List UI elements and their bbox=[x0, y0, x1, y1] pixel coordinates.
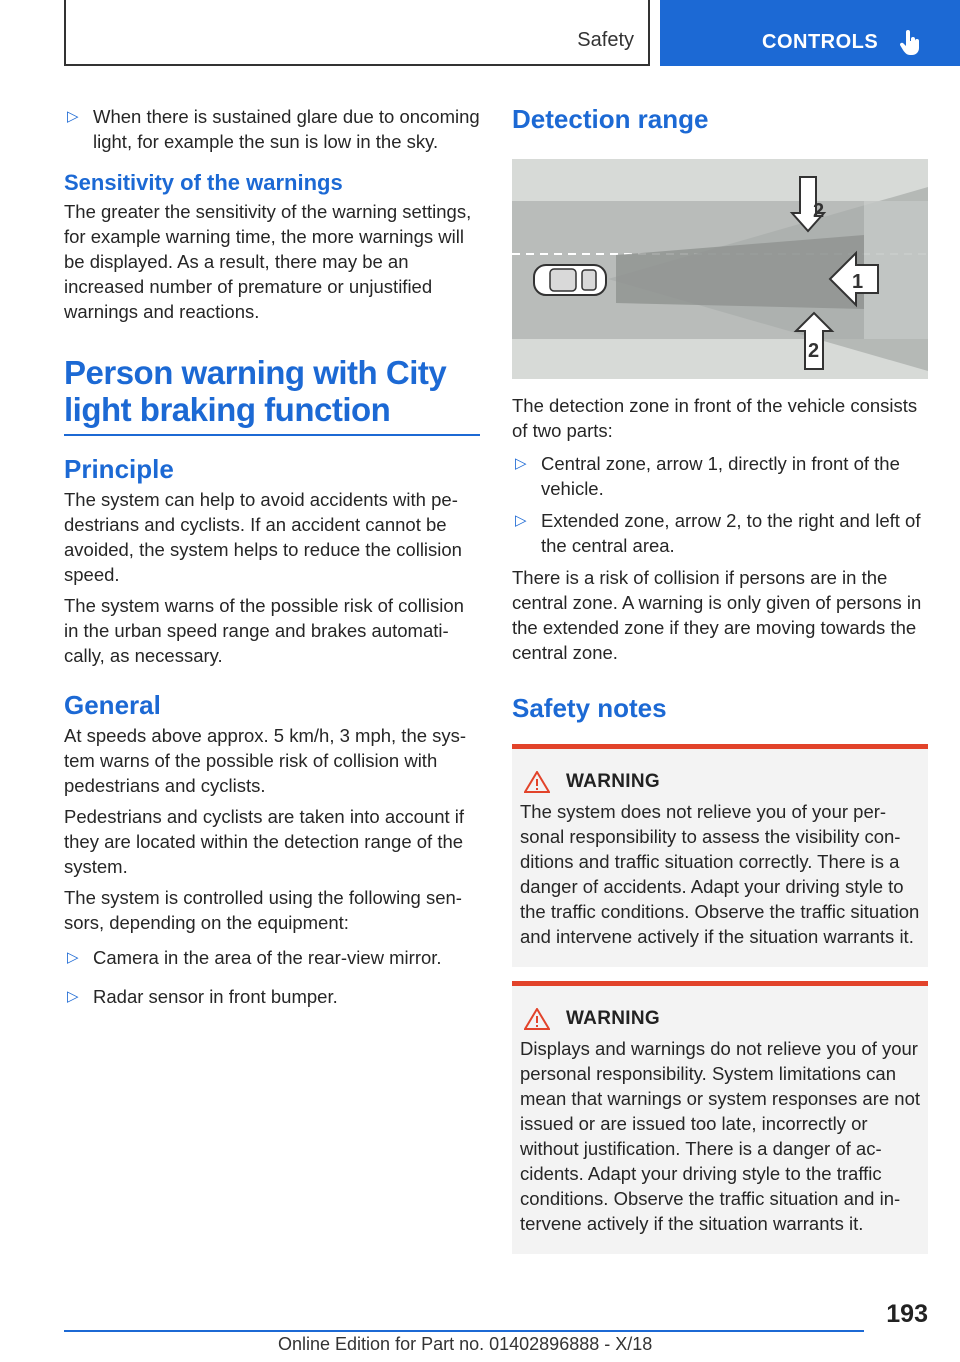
header-section-tab bbox=[64, 0, 650, 66]
sensitivity-paragraph: The greater the sensitivity of the warning settings, for example warning time, the more warnings will be displayed. As a result, there may be an increased number of premature or unjustified warnings and reactions. bbox=[64, 201, 472, 322]
list-item: ▷ Radar sensor in front bumper. bbox=[67, 986, 338, 1007]
hand-pointer-icon bbox=[900, 30, 922, 56]
header-section-label: Safety bbox=[577, 29, 634, 51]
footer-edition: Online Edition for Part no. 01402896888 - X/18 bbox=[278, 1334, 653, 1354]
title-divider bbox=[64, 434, 480, 436]
general-paragraph-2: Pedestrians and cyclists are taken into account if they are located within the detection range of the system. bbox=[64, 806, 465, 877]
general-paragraph-1: At speeds above approx. 5 km/h, 3 mph, the system warns of the possible risk of collision with pedestrians and cyclists. bbox=[64, 725, 467, 796]
list-item: ▷ Camera in the area of the rear-view mirror. bbox=[67, 947, 442, 968]
arrow-2-top-label: 2 bbox=[813, 200, 825, 222]
warning-box-1 bbox=[512, 744, 928, 967]
list-item: ▷ Central zone, arrow 1, directly in front of the vehicle. bbox=[515, 453, 900, 499]
list-item: ▷ Extended zone, arrow 2, to the right and left of the central area. bbox=[515, 510, 921, 556]
car-icon bbox=[534, 265, 606, 295]
sensor-list bbox=[64, 945, 480, 1009]
arrow-1-label: 1 bbox=[852, 271, 864, 293]
warning-title: WARNING bbox=[566, 771, 660, 792]
warning-title: WARNING bbox=[566, 1008, 660, 1029]
bullet-triangle-icon: ▷ bbox=[515, 512, 527, 529]
warning-box-2 bbox=[512, 981, 928, 1254]
detection-paragraph-2: There is a risk of collision if persons are in the central zone. A warning is only given of persons in the extended zone if they are moving towards the central zone. bbox=[512, 567, 922, 663]
detection-range-figure bbox=[512, 159, 928, 379]
warning-text: Displays and warnings do not relieve you of your personal responsibility. System limitations can mean that warnings or system responses are not issued or are issued too late, incorrectly or without justification. There is a danger of accidents. Adapt your driving style to the traffic conditions. Observe the traffic situation and intervene actively if the situation warrants it. bbox=[520, 1038, 920, 1234]
arrow-2-bottom-label: 2 bbox=[808, 340, 820, 362]
principle-heading: Principle bbox=[64, 454, 174, 484]
general-paragraph-3: The system is controlled using the following sensors, depending on the equipment: bbox=[64, 887, 462, 933]
warning-triangle-icon bbox=[524, 1008, 550, 1030]
header-chapter-tab[interactable] bbox=[660, 0, 960, 66]
footer-divider bbox=[64, 1330, 864, 1332]
bullet-triangle-icon: ▷ bbox=[67, 988, 79, 1005]
glare-list bbox=[64, 104, 480, 154]
header-chapter-label: CONTROLS bbox=[762, 31, 879, 53]
page-title: Person warning with City light braking function bbox=[64, 354, 447, 428]
page-number: 193 bbox=[886, 1300, 928, 1328]
general-heading: General bbox=[64, 690, 161, 720]
list-item: ▷ When there is sustained glare due to oncoming light, for example the sun is low in the sky. bbox=[67, 106, 480, 152]
bullet-triangle-icon: ▷ bbox=[67, 949, 79, 966]
principle-paragraph-2: The system warns of the possible risk of collision in the urban speed range and brakes automatically, as necessary. bbox=[64, 595, 464, 666]
left-column bbox=[64, 104, 480, 1016]
bullet-triangle-icon: ▷ bbox=[515, 455, 527, 472]
sensitivity-heading: Sensitivity of the warnings bbox=[64, 170, 343, 195]
warning-triangle-icon bbox=[524, 771, 550, 793]
right-column bbox=[512, 104, 928, 1254]
safety-notes-heading: Safety notes bbox=[512, 693, 667, 723]
bullet-triangle-icon: ▷ bbox=[67, 108, 79, 125]
warning-text: The system does not relieve you of your personal responsibility to assess the visibility conditions and traffic situation correctly. There is a danger of accidents. Adapt your driving style to the traffic conditions. Observe the traffic situation and intervene actively if the situation warrants it. bbox=[520, 801, 920, 947]
detection-range-diagram bbox=[512, 159, 928, 379]
detection-heading: Detection range bbox=[512, 104, 709, 134]
detection-paragraph-1: The detection zone in front of the vehicle consists of two parts: bbox=[512, 395, 918, 441]
principle-paragraph-1: The system can help to avoid accidents with pedestrians and cyclists. If an accident cannot be avoided, the system helps to reduce the collision speed. bbox=[64, 489, 462, 585]
zone-list bbox=[512, 451, 928, 558]
